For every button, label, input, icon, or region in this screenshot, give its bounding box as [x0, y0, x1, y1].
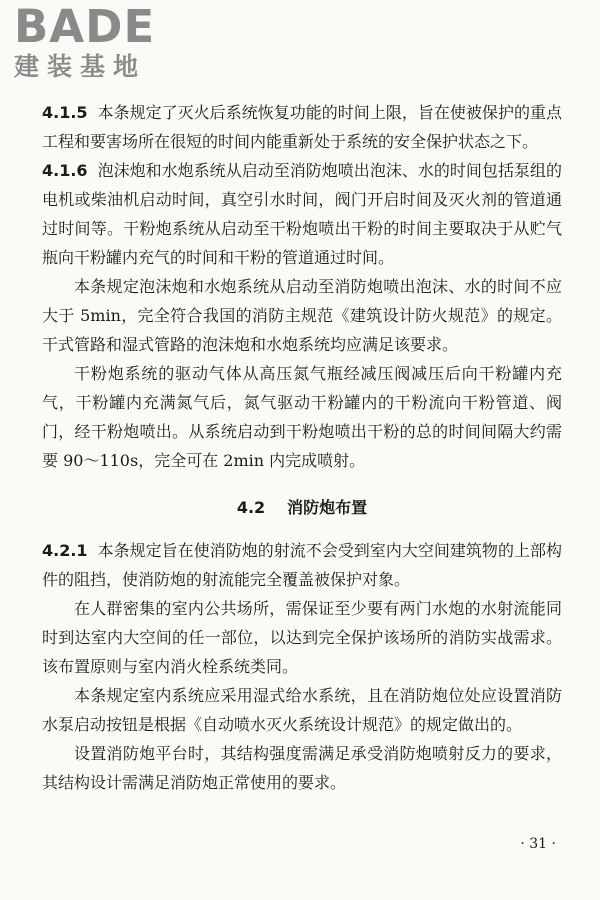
clause-4-2-1 [42, 536, 562, 594]
clause-number: 4.2.1 [42, 541, 88, 560]
clause-4-1-6 [42, 156, 562, 272]
section-number: 4.2 [236, 498, 266, 517]
brand-logo [14, 0, 174, 82]
section-heading [42, 493, 562, 522]
paragraph: 本条规定室内系统应采用湿式给水系统，且在消防炮位处应设置消防水泵启动按钮是根据《自动喷水灭火系统设计规范》的规定做出的。 [42, 686, 562, 734]
clause-4-1-5 [42, 98, 562, 156]
document-body [42, 98, 562, 797]
paragraph: 设置消防炮平台时，其结构强度需满足承受消防炮喷射反力的要求，其结构设计需满足消防炮正常使用的要求。 [42, 744, 562, 792]
clause-number: 4.1.6 [42, 161, 88, 180]
section-title: 消防炮布置 [287, 498, 368, 517]
clause-number: 4.1.5 [42, 103, 88, 122]
paragraph: 干粉炮系统的驱动气体从高压氮气瓶经减压阀减压后向干粉罐内充气，干粉罐内充满氮气后，氮气驱动干粉罐内的干粉流向干粉管道、阀门，经干粉炮喷出。从系统启动到干粉炮喷出干粉的总的时间间隔大约需要 90～110s，完全可在 2min 内完成喷射。 [42, 364, 562, 470]
clause-text: 本条规定了灭火后系统恢复功能的时间上限，旨在使被保护的重点工程和要害场所在很短的时间内能重新处于系统的安全保护状态之下。 [42, 103, 562, 151]
logo-brand-text: BADE [14, 0, 156, 53]
paragraph: 本条规定泡沫炮和水炮系统从启动至消防炮喷出泡沫、水的时间不应大于 5min，完全符合我国的消防主规范《建筑设计防火规范》的规定。干式管路和湿式管路的泡沫炮和水炮系统均应满足该要求。 [42, 277, 562, 354]
paragraph: 在人群密集的室内公共场所，需保证至少要有两门水炮的水射流能同时到达室内大空间的任一部位，以达到完全保护该场所的消防实战需求。该布置原则与室内消火栓系统类同。 [42, 599, 562, 676]
clause-text: 泡沫炮和水炮系统从启动至消防炮喷出泡沫、水的时间包括泵组的电机或柴油机启动时间，真空引水时间，阀门开启时间及灭火剂的管道通过时间等。干粉炮系统从启动至干粉炮喷出干粉的时间主要取决于从贮气瓶向干粉罐内充气的时间和干粉的管道通过时间。 [42, 161, 562, 267]
page-number: · 31 · [520, 836, 556, 852]
clause-text: 本条规定旨在使消防炮的射流不会受到室内大空间建筑物的上部构件的阻挡，使消防炮的射流能完全覆盖被保护对象。 [42, 541, 562, 589]
logo-subtitle-text: 建装基地 [14, 52, 147, 81]
